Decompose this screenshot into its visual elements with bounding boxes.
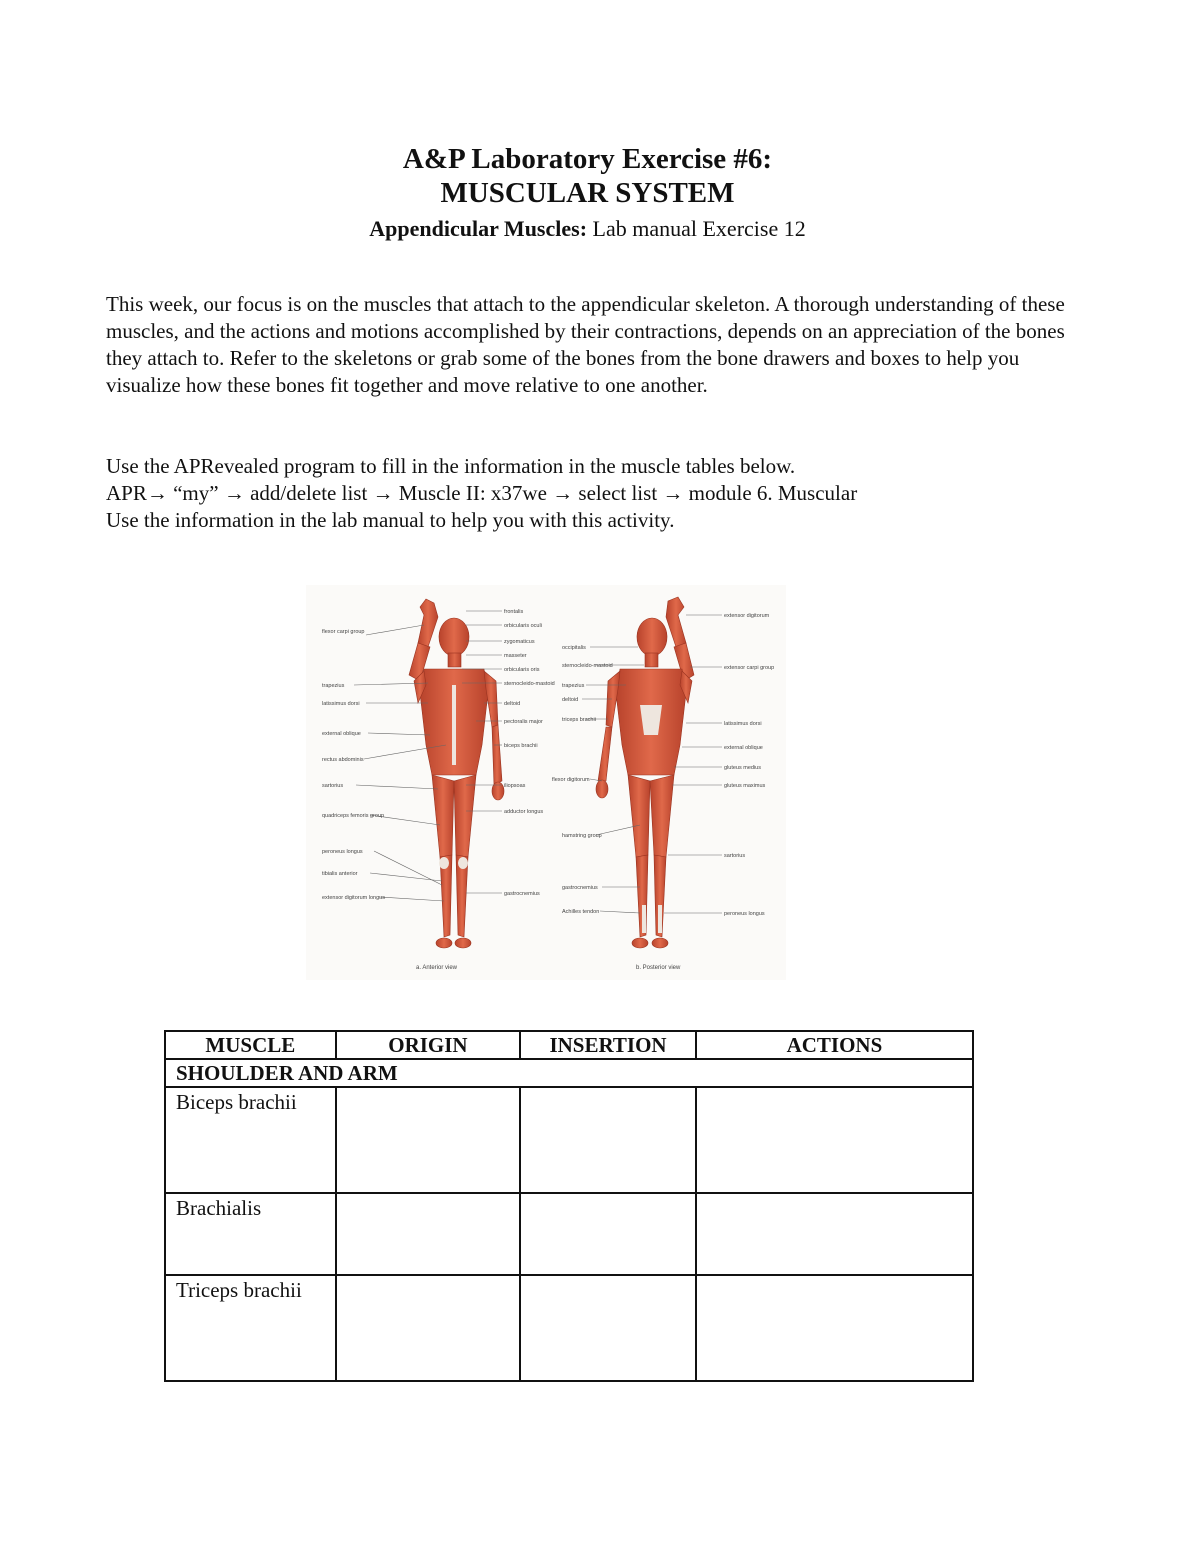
- page-subject: MUSCULAR SYSTEM: [440, 177, 735, 209]
- actions-cell[interactable]: [696, 1193, 973, 1275]
- label-gastrocnemius-p: gastrocnemius: [562, 885, 598, 891]
- label-adductor: adductor longus: [504, 809, 544, 815]
- label-flexor-digitorum: flexor digitorum: [552, 777, 590, 783]
- label-peroneus-a: peroneus longus: [322, 849, 363, 855]
- label-gastrocnemius-a: gastrocnemius: [504, 891, 540, 897]
- label-external-oblique-p: external oblique: [724, 745, 763, 751]
- instruction-line-1: Use the APRevealed program to fill in the information in the muscle tables below.: [106, 454, 796, 478]
- label-extensor-digitorum: extensor digitorum: [724, 613, 770, 619]
- header-actions: ACTIONS: [696, 1031, 973, 1059]
- label-peroneus-p: peroneus longus: [724, 911, 765, 917]
- label-biceps: biceps brachii: [504, 743, 538, 749]
- label-sartorius-p: sartorius: [724, 853, 746, 859]
- label-frontalis: frontalis: [504, 609, 524, 615]
- muscle-name: Triceps brachii: [165, 1275, 336, 1381]
- instructions-section: [106, 453, 1086, 534]
- actions-cell[interactable]: [696, 1275, 973, 1381]
- figure-captions: [416, 965, 681, 971]
- instruction-line-2: APR→ “my” → add/delete list → Muscle II: x37we → select list → module 6. Muscular: [106, 481, 858, 505]
- origin-cell[interactable]: [336, 1087, 520, 1193]
- label-pectoralis: pectoralis major: [504, 719, 543, 725]
- header-muscle: MUSCLE: [165, 1031, 336, 1059]
- label-masseter: masseter: [504, 653, 527, 659]
- label-iliopsoas: iliopsoas: [504, 783, 526, 789]
- label-latissimus-a: latissimus dorsi: [322, 701, 360, 707]
- origin-cell[interactable]: [336, 1193, 520, 1275]
- label-gluteus-maximus: gluteus maximus: [724, 783, 766, 789]
- label-zygomaticus: zygomaticus: [504, 639, 535, 645]
- posterior-body: [596, 597, 694, 948]
- table-header-row: [165, 1031, 973, 1059]
- muscle-name: Biceps brachii: [165, 1087, 336, 1193]
- instruction-line-3: Use the information in the lab manual to help you with this activity.: [106, 508, 675, 532]
- label-deltoid-a: deltoid: [504, 701, 521, 707]
- label-rectus-abdominis: rectus abdominis: [322, 757, 364, 763]
- muscle-table: [164, 1030, 974, 1382]
- title-block: [0, 142, 1175, 244]
- table-row: [165, 1275, 973, 1381]
- anterior-body: [409, 599, 504, 948]
- posterior-right-labels: [724, 613, 774, 917]
- subtitle-topic: Appendicular Muscles:: [369, 216, 588, 241]
- caption-posterior: b. Posterior view: [636, 965, 681, 971]
- section-label: SHOULDER AND ARM: [165, 1059, 973, 1087]
- table-row: [165, 1087, 973, 1193]
- muscle-name: Brachialis: [165, 1193, 336, 1275]
- label-occipitalis: occipitalis: [562, 645, 586, 651]
- label-hamstring: hamstring group: [562, 833, 602, 839]
- label-external-oblique-a: external oblique: [322, 731, 361, 737]
- label-gluteus-medius: gluteus medius: [724, 765, 761, 771]
- insertion-cell[interactable]: [520, 1275, 696, 1381]
- muscle-figure-svg: [306, 585, 786, 980]
- label-deltoid-p: deltoid: [562, 697, 579, 703]
- label-extensor-digitorum-longus: extensor digitorum longus: [322, 895, 385, 901]
- label-orbicularis-oris: orbicularis oris: [504, 667, 540, 673]
- label-sartorius-a: sartorius: [322, 783, 344, 789]
- page-title: A&P Laboratory Exercise #6:: [402, 143, 773, 175]
- label-quadriceps: quadriceps femoris group: [322, 813, 385, 819]
- label-tibialis: tibialis anterior: [322, 871, 358, 877]
- anterior-left-labels: [322, 629, 385, 901]
- muscle-figure: [306, 585, 786, 980]
- actions-cell[interactable]: [696, 1087, 973, 1193]
- insertion-cell[interactable]: [520, 1193, 696, 1275]
- label-achilles: Achilles tendon: [562, 909, 600, 915]
- label-sternocleidomastoid-a: sternocleido-mastoid: [504, 681, 555, 687]
- label-flexor-carpi: flexor carpi group: [322, 629, 365, 635]
- label-orbicularis-oculi: orbicularis oculi: [504, 623, 542, 629]
- caption-anterior: a. Anterior view: [416, 965, 458, 971]
- label-sternocleidomastoid-p: sternocleido-mastoid: [562, 663, 613, 669]
- intro-section: [106, 291, 1086, 399]
- label-latissimus-p: latissimus dorsi: [724, 721, 762, 727]
- subtitle: [0, 214, 1175, 244]
- table-section-row: [165, 1059, 973, 1087]
- origin-cell[interactable]: [336, 1275, 520, 1381]
- label-trapezius-a: trapezius: [322, 683, 345, 689]
- header-insertion: INSERTION: [520, 1031, 696, 1059]
- intro-paragraph: This week, our focus is on the muscles that attach to the appendicular skeleton. A thorough understanding of these muscles, and the actions and motions accomplished by their contractions, depends on an appreciation of the bones they attach to. Refer to the skeletons or grab some of the bones from the bone drawers and boxes to help you visualize how these bones fit together and move relative to one another.: [106, 292, 1065, 397]
- label-triceps: triceps brachii: [562, 717, 596, 723]
- header-origin: ORIGIN: [336, 1031, 520, 1059]
- label-trapezius-p: trapezius: [562, 683, 585, 689]
- subtitle-reference: Lab manual Exercise 12: [587, 216, 806, 241]
- label-extensor-carpi: extensor carpi group: [724, 665, 775, 671]
- insertion-cell[interactable]: [520, 1087, 696, 1193]
- table-row: [165, 1193, 973, 1275]
- anterior-right-labels: [504, 609, 555, 897]
